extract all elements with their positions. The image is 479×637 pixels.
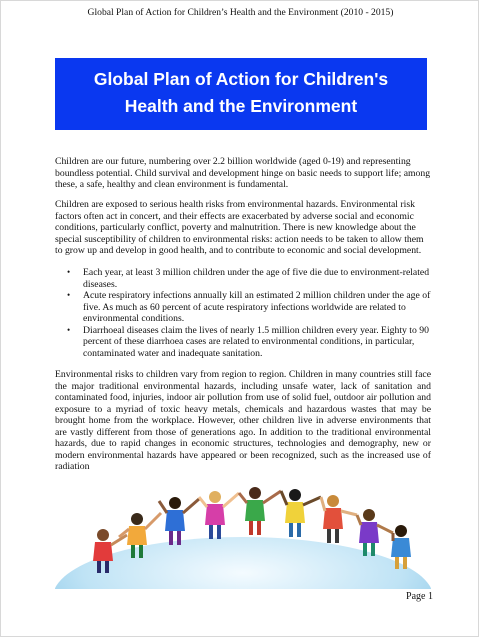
list-item: [55, 325, 431, 360]
list-item-text: Each year, at least 3 million children under the age of five die due to environment-related diseases.: [83, 267, 430, 290]
risks-paragraph: [55, 199, 431, 257]
title-line-1: Global Plan of Action for Children's: [93, 69, 389, 89]
title-line-2: Health and the Environment: [124, 96, 358, 116]
list-item: [55, 290, 431, 325]
list-item-text: Diarrhoeal diseases claim the lives of nearly 1.5 million children every year. Eighty to 90 percent of these diarrhoea cases are related to environmental conditions, in particular, contaminated water and inadequate sanitation.: [83, 324, 429, 359]
statistics-list: [55, 267, 431, 359]
list-item-text: Acute respiratory infections annually kill an estimated 2 million children under the age of five. As much as 60 percent of acute respiratory infections worldwide are related to environmental conditions.: [83, 290, 431, 324]
list-item: [55, 267, 431, 290]
intro-paragraph: [55, 156, 431, 191]
child-figure: [281, 489, 321, 537]
child-figure: [321, 495, 357, 543]
page-number: Page 1: [406, 591, 433, 602]
running-header: Global Plan of Action for Children’s Health and the Environment (2010 - 2015): [87, 7, 394, 18]
paragraph-text: Children are exposed to serious health risks from environmental hazards. Environmental risk factors often act in concert, and their effects are exacerbated by adverse social and economic conditions, particularly conflict, poverty and malnutrition. There is new knowledge about the special susceptibility of children to environmental risks: action needs to be taken to allow them to grow up and develop in good health, and to contribute to economic and social development.: [55, 199, 424, 256]
child-figure: [159, 497, 199, 545]
title-banner: [55, 58, 427, 130]
child-figure: [239, 487, 281, 535]
paragraph-text: Environmental risks to children vary from region to region. Children in many countries still face the major traditional environmental hazards, including unsafe water, lack of sanitation and contaminated food, injuries, indoor air pollution from use of solid fuel, outdoor air pollution and exposure to a myriad of toxic heavy metals, chemicals and hazardous wastes that may be brought home from the workplace. However, other children live in adverse environments that are vastly different from those of generations ago. In addition to the traditional environmental hazards, due to rapid changes in economic structures, technologies and demography, new or modern environmental hazards have appeared or been recognized, such as the increased use of radiation: [55, 369, 431, 472]
bullet-icon: •: [67, 324, 71, 335]
bullet-icon: •: [67, 290, 71, 300]
paragraph-text: Children are our future, numbering over 2.2 billion worldwide (aged 0-19) and representing boundless potential. Child survival and development hinge on basic needs to support life; among these, a safe, healthy and clean environment is fundamental.: [55, 156, 431, 190]
bullet-icon: •: [67, 267, 71, 277]
child-figure: [357, 509, 393, 556]
child-figure: [199, 491, 239, 539]
children-around-globe-illustration: [55, 479, 431, 589]
regional-risks-paragraph: [55, 369, 431, 473]
